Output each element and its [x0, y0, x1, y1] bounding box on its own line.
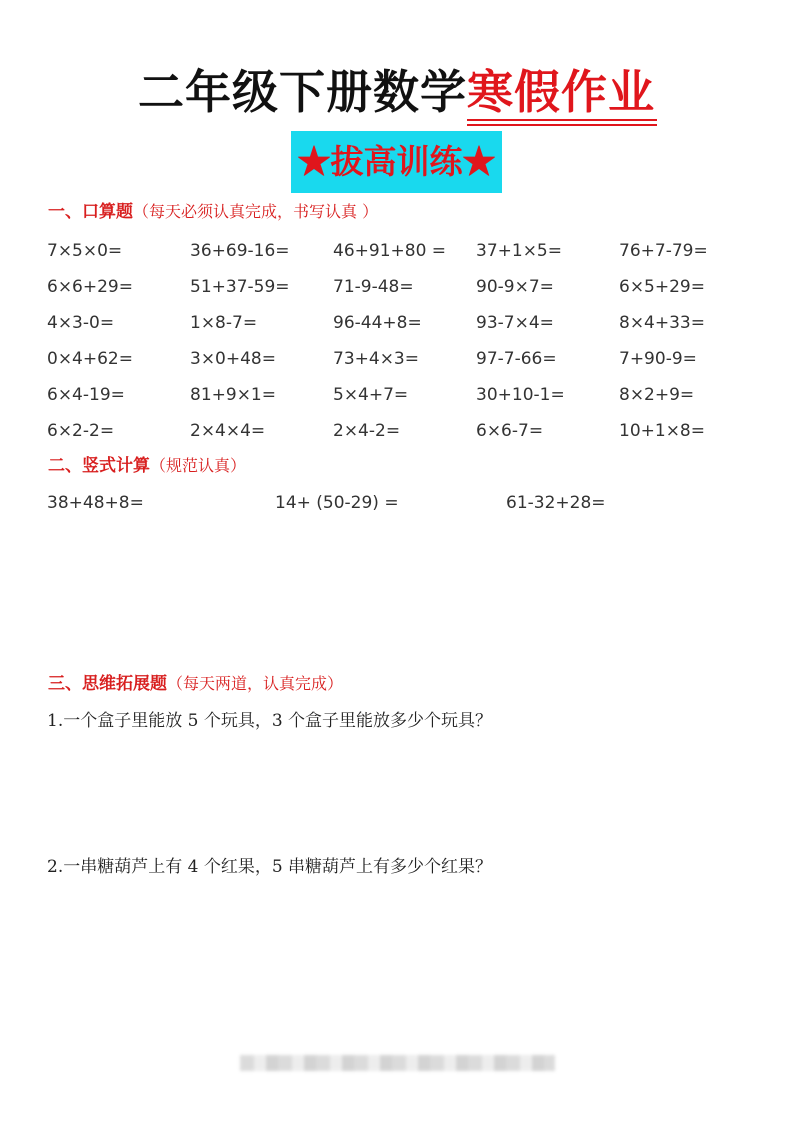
oral-item: 93-7×4=	[476, 313, 554, 333]
oral-row	[47, 233, 767, 269]
oral-item: 73+4×3=	[333, 349, 419, 369]
word-problem: 1.一个盒子里能放 5 个玩具，3 个盒子里能放多少个玩具？	[47, 711, 493, 731]
oral-item: 7×5×0=	[47, 241, 123, 261]
oral-item: 7+90-9=	[619, 349, 697, 369]
section-thinking-heading	[48, 672, 343, 696]
oral-item: 71-9-48=	[333, 277, 414, 297]
oral-item: 6×6-7=	[476, 421, 544, 441]
oral-item: 0×4+62=	[47, 349, 133, 369]
oral-row	[47, 413, 767, 449]
section-oral-title: 一、口算题	[48, 202, 133, 222]
word-problem: 2.一串糖葫芦上有 4 个红果，5 串糖葫芦上有多少个红果？	[47, 857, 493, 877]
subtitle-banner: ★拔高训练★	[291, 131, 502, 193]
oral-item: 2×4×4=	[190, 421, 266, 441]
oral-item: 30+10-1=	[476, 385, 565, 405]
page-title	[0, 62, 793, 122]
section-thinking-note: （每天两道，认真完成）	[167, 674, 344, 693]
oral-item: 10+1×8=	[619, 421, 705, 441]
oral-item: 2×4-2=	[333, 421, 401, 441]
oral-item: 6×6+29=	[47, 277, 133, 297]
oral-item: 4×3-0=	[47, 313, 115, 333]
oral-item: 6×2-2=	[47, 421, 115, 441]
vertical-item: 14+ (50-29) =	[275, 493, 399, 513]
oral-item: 81+9×1=	[190, 385, 276, 405]
section-vertical-note: （规范认真）	[150, 456, 247, 475]
oral-item: 1×8-7=	[190, 313, 258, 333]
oral-row	[47, 341, 767, 377]
oral-row	[47, 269, 767, 305]
oral-calc-grid	[47, 233, 767, 449]
oral-item: 51+37-59=	[190, 277, 290, 297]
oral-item: 76+7-79=	[619, 241, 708, 261]
section-vertical-heading	[48, 454, 246, 478]
blurred-footer-watermark	[240, 1055, 555, 1071]
vertical-item: 38+48+8=	[47, 493, 144, 513]
oral-row	[47, 377, 767, 413]
oral-item: 8×4+33=	[619, 313, 705, 333]
oral-item: 6×4-19=	[47, 385, 125, 405]
oral-item: 5×4+7=	[333, 385, 409, 405]
oral-item: 90-9×7=	[476, 277, 554, 297]
oral-item: 96-44+8=	[333, 313, 422, 333]
oral-row	[47, 305, 767, 341]
oral-item: 3×0+48=	[190, 349, 276, 369]
oral-item: 37+1×5=	[476, 241, 562, 261]
title-accent: 寒假作业	[467, 62, 655, 122]
section-thinking-title: 三、思维拓展题	[48, 674, 167, 694]
oral-item: 8×2+9=	[619, 385, 695, 405]
oral-item: 97-7-66=	[476, 349, 557, 369]
section-oral-heading	[48, 200, 378, 224]
oral-item: 6×5+29=	[619, 277, 705, 297]
section-vertical-title: 二、竖式计算	[48, 456, 150, 476]
section-oral-note: （每天必须认真完成，书写认真 ）	[133, 202, 379, 221]
vertical-item: 61-32+28=	[506, 493, 606, 513]
oral-item: 46+91+80 =	[333, 241, 447, 261]
title-main: 二年级下册数学	[138, 65, 467, 119]
oral-item: 36+69-16=	[190, 241, 290, 261]
